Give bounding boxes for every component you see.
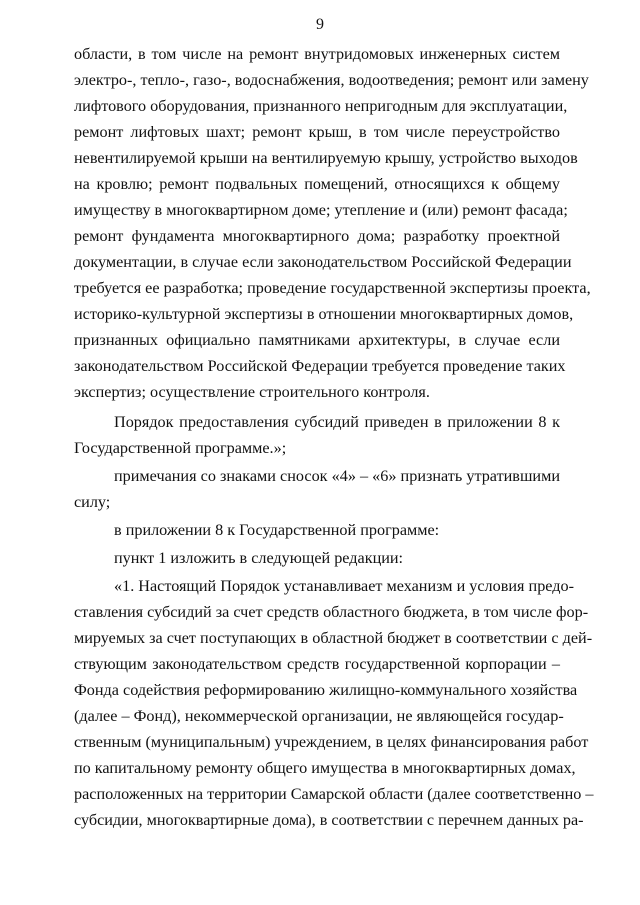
body-text-line: Государственной программе.»; bbox=[74, 439, 287, 457]
body-text-line: имуществу в многоквартирном доме; утепление и (или) ремонт фасада; bbox=[74, 201, 568, 219]
body-text-line: ственным (муниципальным) учреждением, в целях финансирования работ bbox=[74, 733, 589, 751]
body-text-line: по капитальному ремонту общего имущества в многоквартирных домах, bbox=[74, 759, 576, 777]
body-text-line: ремонт лифтовых шахт; ремонт крыш, в том числе переустройство bbox=[74, 123, 560, 141]
body-text-line: в приложении 8 к Государственной программе: bbox=[114, 521, 440, 539]
body-text-line: признанных официально памятниками архитектуры, в случае если bbox=[74, 331, 560, 349]
body-text-line: историко-культурной экспертизы в отношении многоквартирных домов, bbox=[74, 305, 574, 323]
body-text-line: силу; bbox=[74, 493, 111, 511]
body-text-line: Порядок предоставления субсидий приведен в приложении 8 к bbox=[114, 413, 560, 431]
body-text-line: на кровлю; ремонт подвальных помещений, относящихся к общему bbox=[74, 175, 560, 193]
body-text-line: области, в том числе на ремонт внутридомовых инженерных систем bbox=[74, 45, 560, 63]
body-text-line: документации, в случае если законодательством Российской Федерации bbox=[74, 253, 572, 271]
body-text-line: (далее – Фонд), некоммерческой организации, не являющейся государ- bbox=[74, 707, 564, 725]
body-text-line: ремонт фундамента многоквартирного дома; разработку проектной bbox=[74, 227, 560, 245]
body-text-line: требуется ее разработка; проведение государственной экспертизы проекта, bbox=[74, 279, 591, 297]
page-number: 9 bbox=[316, 16, 324, 33]
body-text-line: экспертиз; осуществление строительного контроля. bbox=[74, 383, 430, 401]
body-text-line: электро-, тепло-, газо-, водоснабжения, водоотведения; ремонт или замену bbox=[74, 71, 589, 89]
body-text-line: расположенных на территории Самарской области (далее соответственно – bbox=[74, 785, 594, 803]
body-text-line: Фонда содействия реформированию жилищно-коммунального хозяйства bbox=[74, 681, 578, 699]
body-text-line: субсидии, многоквартирные дома), в соответствии с перечнем данных ра- bbox=[74, 811, 584, 829]
body-text-line: «1. Настоящий Порядок устанавливает механизм и условия предо- bbox=[114, 577, 574, 595]
body-text-line: ставления субсидий за счет средств областного бюджета, в том числе фор- bbox=[74, 603, 589, 621]
body-text-line: примечания со знаками сносок «4» – «6» признать утратившими bbox=[114, 467, 560, 485]
body-text-line: мируемых за счет поступающих в областной бюджет в соответствии с дей- bbox=[74, 629, 593, 647]
body-text-line: законодательством Российской Федерации требуется проведение таких bbox=[74, 357, 566, 375]
body-text-line: ствующим законодательством средств государственной корпорации – bbox=[74, 655, 560, 673]
body-text-line: лифтового оборудования, признанного непригодным для эксплуатации, bbox=[74, 97, 568, 115]
body-text-line: невентилируемой крыши на вентилируемую крышу, устройство выходов bbox=[74, 149, 578, 167]
body-text-line: пункт 1 изложить в следующей редакции: bbox=[114, 549, 404, 567]
